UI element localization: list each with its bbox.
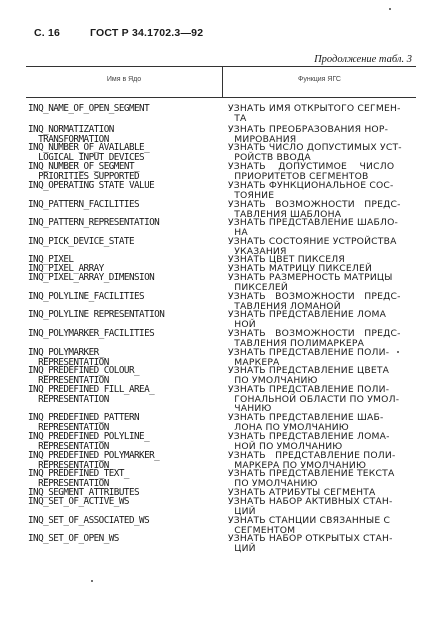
table-cell-name: INQ_NUMBER_OF_AVAILABLE_ LOGICAL_INPUT_DEVICES	[28, 142, 150, 163]
page-number: С. 16	[34, 27, 61, 39]
table-cell-function: УЗНАТЬ ФУНКЦИОНАЛЬНОЕ СОС- ТОЯНИЕ	[228, 180, 394, 201]
table-cell-function: УЗНАТЬ ВОЗМОЖНОСТИ ПРЕДС- ТАВЛЕНИЯ ПОЛИМАРКЕРА	[228, 328, 401, 349]
table-cell-function: УЗНАТЬ ПРЕДСТАВЛЕНИЕ ЛОМА НОЙ	[228, 309, 387, 330]
table-cell-name: INQ PREDEFINED_PATTERN REPRESENTATION	[28, 412, 140, 433]
table-cell-name: INQ_PREDEFINED_POLYMARKER_ REPRESENTATION	[28, 450, 160, 471]
standard-title: ГОСТ Р 34.1702.3—92	[90, 27, 204, 39]
table-cell-function: УЗНАТЬ ПРЕДСТАВЛЕНИЕ ПОЛИ- ГОНАЛЬНОЙ ОБЛАСТИ ПО УМОЛ- ЧАНИЮ	[228, 384, 400, 414]
table-cell-name: INQ_PREDEFINED FILL_AREA_ REPRESENTATION	[28, 384, 155, 405]
speck-mark	[397, 351, 399, 353]
table-cell-name: INQ_SET_OF_ASSOCIATED_WS	[28, 515, 150, 526]
table-cell-name: INQ_SET_OF_ACTIVE_WS	[28, 496, 129, 507]
table-cell-function: УЗНАТЬ СТАНЦИИ СВЯЗАННЫЕ С СЕГМЕНТОМ	[228, 515, 391, 536]
column-header-function: Функция ЯГС	[298, 76, 341, 83]
table-cell-function: УЗНАТЬ ПРЕДСТАВЛЕНИЕ ПОЛИ- МАРКЕРА	[228, 347, 390, 368]
table-cell-name: INQ_PIXEL_ARRAY_DIMENSION	[28, 272, 155, 283]
table-cell-name: INQ_PREDEFINED_TEXT_ REPRESENTATION	[28, 468, 129, 489]
table-cell-function: УЗНАТЬ ИМЯ ОТКРЫТОГО СЕГМЕН- ТА	[228, 103, 401, 124]
table-cell-name: INQ_POLYLINE_FACILITIES	[28, 291, 145, 302]
continuation-label: Продолжение табл. 3	[314, 54, 412, 65]
table-cell-name: INQ_PICK_DEVICE_STATE	[28, 236, 134, 247]
table-cell-name: INQ_NUMBER_OF_SEGMENT_ PRIORITIES_SUPPORTED	[28, 161, 140, 182]
table-cell-function: УЗНАТЬ РАЗМЕРНОСТЬ МАТРИЦЫ ПИКСЕЛЕЙ	[228, 272, 393, 293]
table-cell-function: УЗНАТЬ СОСТОЯНИЕ УСТРОЙСТВА УКАЗАНИЯ	[228, 236, 397, 257]
table-cell-name: INQ_POLYMARKER_FACILITIES	[28, 328, 155, 339]
table-cell-name: INQ_PREDEFINED_POLYLINE_ REPRESENTATION	[28, 431, 150, 452]
table-cell-function: УЗНАТЬ ВОЗМОЖНОСТИ ПРЕДС- ТАВЛЕНИЯ ЛОМАНОЙ	[228, 291, 401, 312]
table-cell-name: INQ_SET_OF_OPEN_WS	[28, 533, 119, 544]
table-cell-function: УЗНАТЬ ПРЕДСТАВЛЕНИЕ ШАБЛО- НА	[228, 217, 399, 238]
table-cell-name: INQ_POLYMARKER_ REPRESENTATION	[28, 347, 109, 368]
table-cell-function: УЗНАТЬ ПРЕДСТАВЛЕНИЕ ШАБ- ЛОНА ПО УМОЛЧАНИЮ	[228, 412, 384, 433]
table-cell-function: УЗНАТЬ ПРЕДСТАВЛЕНИЕ ЛОМА- НОЙ ПО УМОЛЧАНИЮ	[228, 431, 390, 452]
table-cell-function: УЗНАТЬ ПРЕДСТАВЛЕНИЕ ЦВЕТА ПО УМОЛЧАНИЮ	[228, 365, 390, 386]
table-cell-name: INQ_NAME_OF_OPEN_SEGMENT	[28, 103, 150, 114]
table-cell-name: INQ_PIXEL_ARRAY	[28, 263, 104, 274]
table-cell-function: УЗНАТЬ МАТРИЦУ ПИКСЕЛЕЙ	[228, 263, 373, 274]
table-cell-name: INQ_SEGMENT_ATTRIBUTES	[28, 487, 140, 498]
table-cell-function: УЗНАТЬ ПРЕДСТАВЛЕНИЕ ТЕКСТА ПО УМОЛЧАНИЮ	[228, 468, 395, 489]
table-cell-name: INQ_NORMATIZATION TRANSFORMATION	[28, 124, 114, 145]
table-cell-function: УЗНАТЬ ПРЕОБРАЗОВАНИЯ НОР- МИРОВАНИЯ	[228, 124, 389, 145]
speck-mark	[91, 580, 93, 582]
table-cell-name: INQ_PATTERN_FACILITIES	[28, 199, 140, 210]
table-cell-function: УЗНАТЬ ЧИСЛО ДОПУСТИМЫХ УСТ- РОЙСТВ ВВОДА	[228, 142, 402, 163]
table-cell-name: INQ_PATTERN_REPRESENTATION	[28, 217, 160, 228]
table-cell-function: УЗНАТЬ НАБОР ОТКРЫТЫХ СТАН- ЦИЙ	[228, 533, 393, 554]
table-cell-function: УЗНАТЬ ДОПУСТИМОЕ ЧИСЛО ПРИОРИТЕТОВ СЕГМЕНТОВ	[228, 161, 395, 182]
table-cell-function: УЗНАТЬ НАБОР АКТИВНЫХ СТАН- ЦИЙ	[228, 496, 393, 517]
table-cell-function: УЗНАТЬ ЦВЕТ ПИКСЕЛЯ	[228, 254, 345, 265]
speck-mark	[389, 8, 391, 10]
table-cell-name: INQ_PREDEFINED_COLOUR_ REPRESENTATION	[28, 365, 140, 386]
table-cell-name: INQ_OPERATING STATE VALUE	[28, 180, 155, 191]
table-cell-function: УЗНАТЬ ВОЗМОЖНОСТИ ПРЕДС- ТАВЛЕНИЯ ШАБЛОНА	[228, 199, 401, 220]
table-cell-function: УЗНАТЬ АТРИБУТЫ СЕГМЕНТА	[228, 487, 376, 498]
table-cell-name: INQ_PIXEL	[28, 254, 74, 265]
table-cell-function: УЗНАТЬ ПРЕДСТАВЛЕНИЕ ПОЛИ- МАРКЕРА ПО УМОЛЧАНИЮ	[228, 450, 396, 471]
column-header-name: Имя в Ядо	[106, 76, 142, 83]
table-cell-name: INQ_POLYLINE REPRESENTATION	[28, 309, 165, 320]
